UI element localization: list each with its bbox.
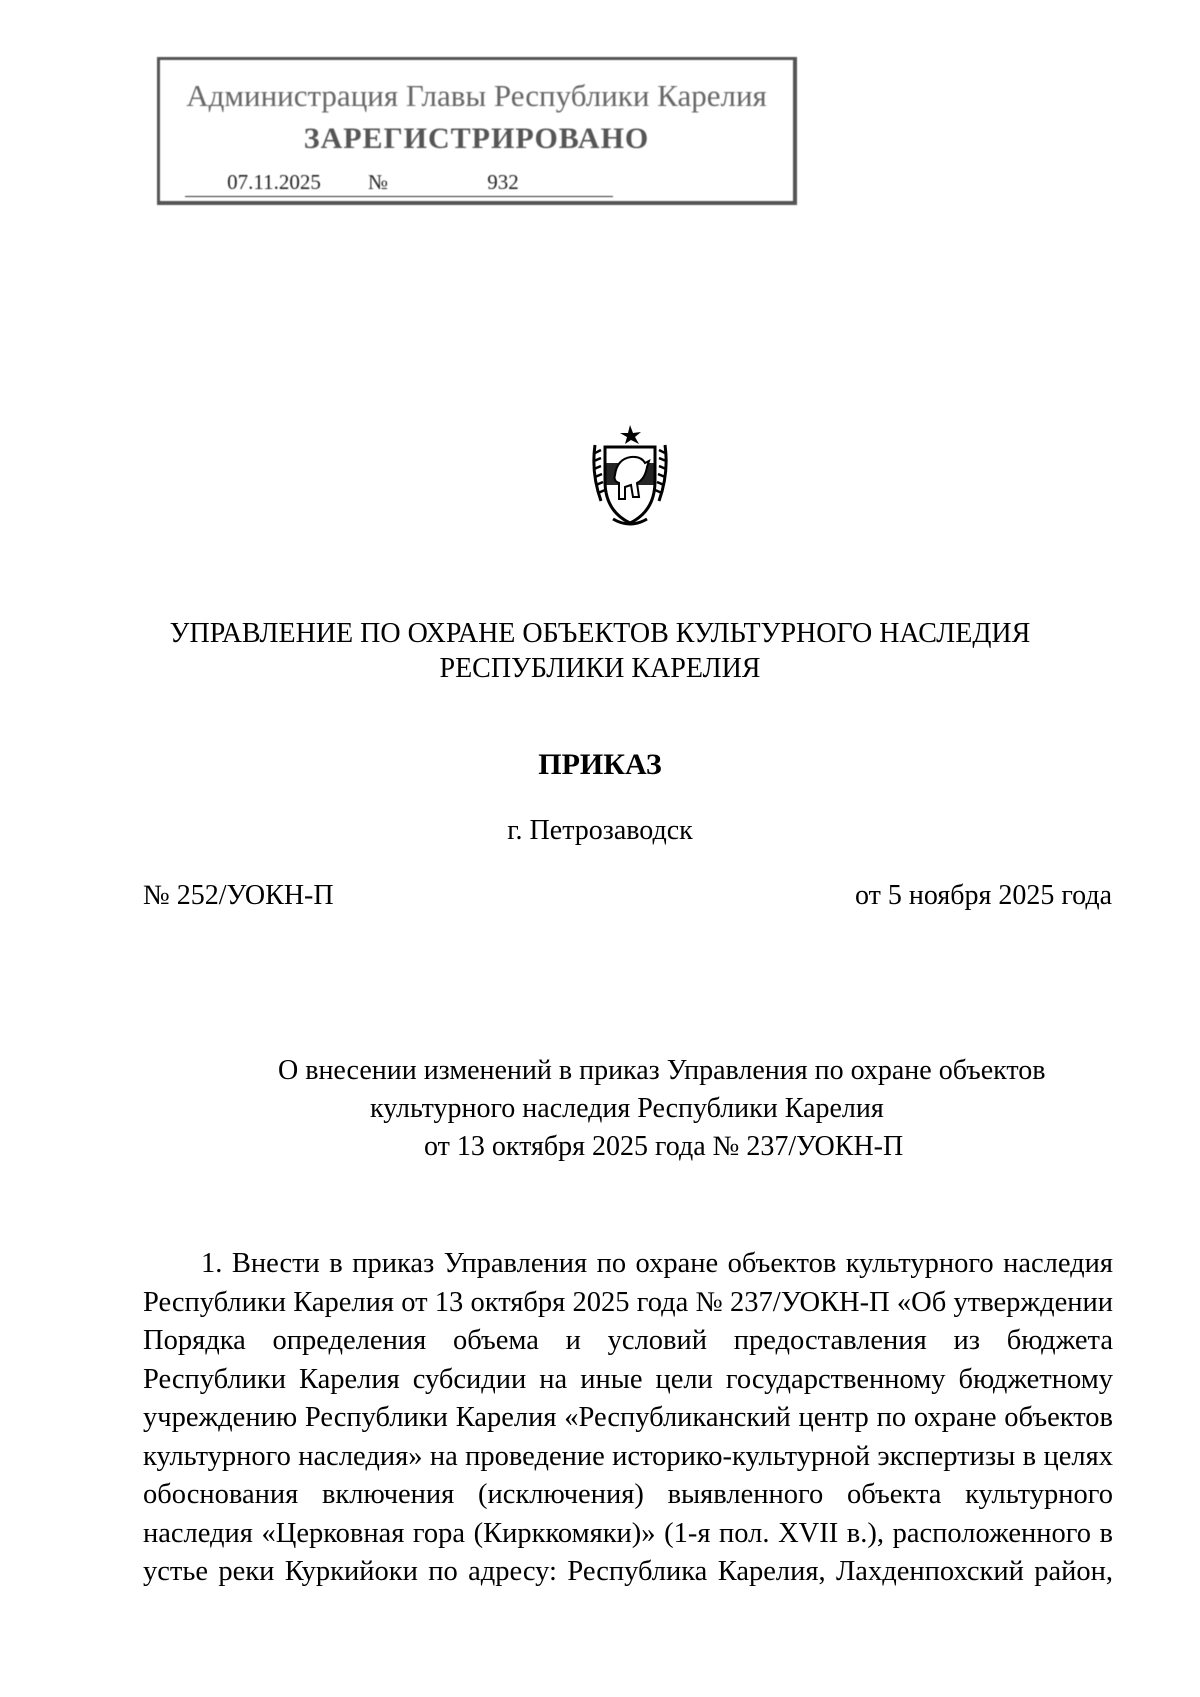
document-number: № 252/УОКН-П [143, 880, 334, 911]
subject-line2: культурного наследия Республики Карелия [370, 1093, 884, 1124]
body-line: обоснования включения (исключения) выявленного объекта культурного [143, 1479, 1113, 1510]
document-date: от 5 ноября 2025 года [855, 880, 1112, 911]
subject-line3: от 13 октября 2025 года № 237/УОКН-П [424, 1131, 904, 1162]
agency-name-line1: УПРАВЛЕНИЕ ПО ОХРАНЕ ОБЪЕКТОВ КУЛЬТУРНОГО НАСЛЕДИЯ [169, 618, 1031, 649]
body-line: Республики Карелия от 13 октября 2025 года № 237/УОКН-П «Об утверждении [143, 1286, 1113, 1318]
document-title: ПРИКАЗ [538, 748, 662, 781]
stamp-number-sign: № [363, 170, 393, 197]
body-line: 1. Внести в приказ Управления по охране объектов культурного наследия [201, 1248, 1113, 1279]
stamp-organization: Администрация Главы Республики Карелия [186, 78, 767, 113]
stamp-status: ЗАРЕГИСТРИРОВАНО [303, 122, 650, 155]
stamp-number: 932 [393, 170, 613, 197]
body-paragraph [143, 1245, 1113, 1592]
agency-name-line2: РЕСПУБЛИКИ КАРЕЛИЯ [439, 653, 761, 684]
coat-of-arms-icon [585, 423, 675, 533]
body-line: наследия «Церковная гора (Кирккомяки)» (1-я пол. XVII в.), расположенного в [143, 1517, 1113, 1549]
body-line: устье реки Куркийоки по адресу: Республика Карелия, Лахденпохский район, [143, 1556, 1113, 1587]
document-city: г. Петрозаводск [507, 815, 693, 846]
subject-line1: О внесении изменений в приказ Управления по охране объектов [278, 1055, 1046, 1086]
registration-stamp [157, 57, 797, 205]
stamp-date: 07.11.2025 [185, 170, 363, 197]
body-line: Порядка определения объема и условий предоставления из бюджета [143, 1325, 1113, 1356]
body-line: учреждению Республики Карелия «Республиканский центр по охране объектов [143, 1402, 1113, 1433]
body-line: Республики Карелия субсидии на иные цели государственному бюджетному [143, 1363, 1113, 1395]
body-line: культурного наследия» на проведение историко-культурной экспертизы в целях [143, 1440, 1113, 1472]
